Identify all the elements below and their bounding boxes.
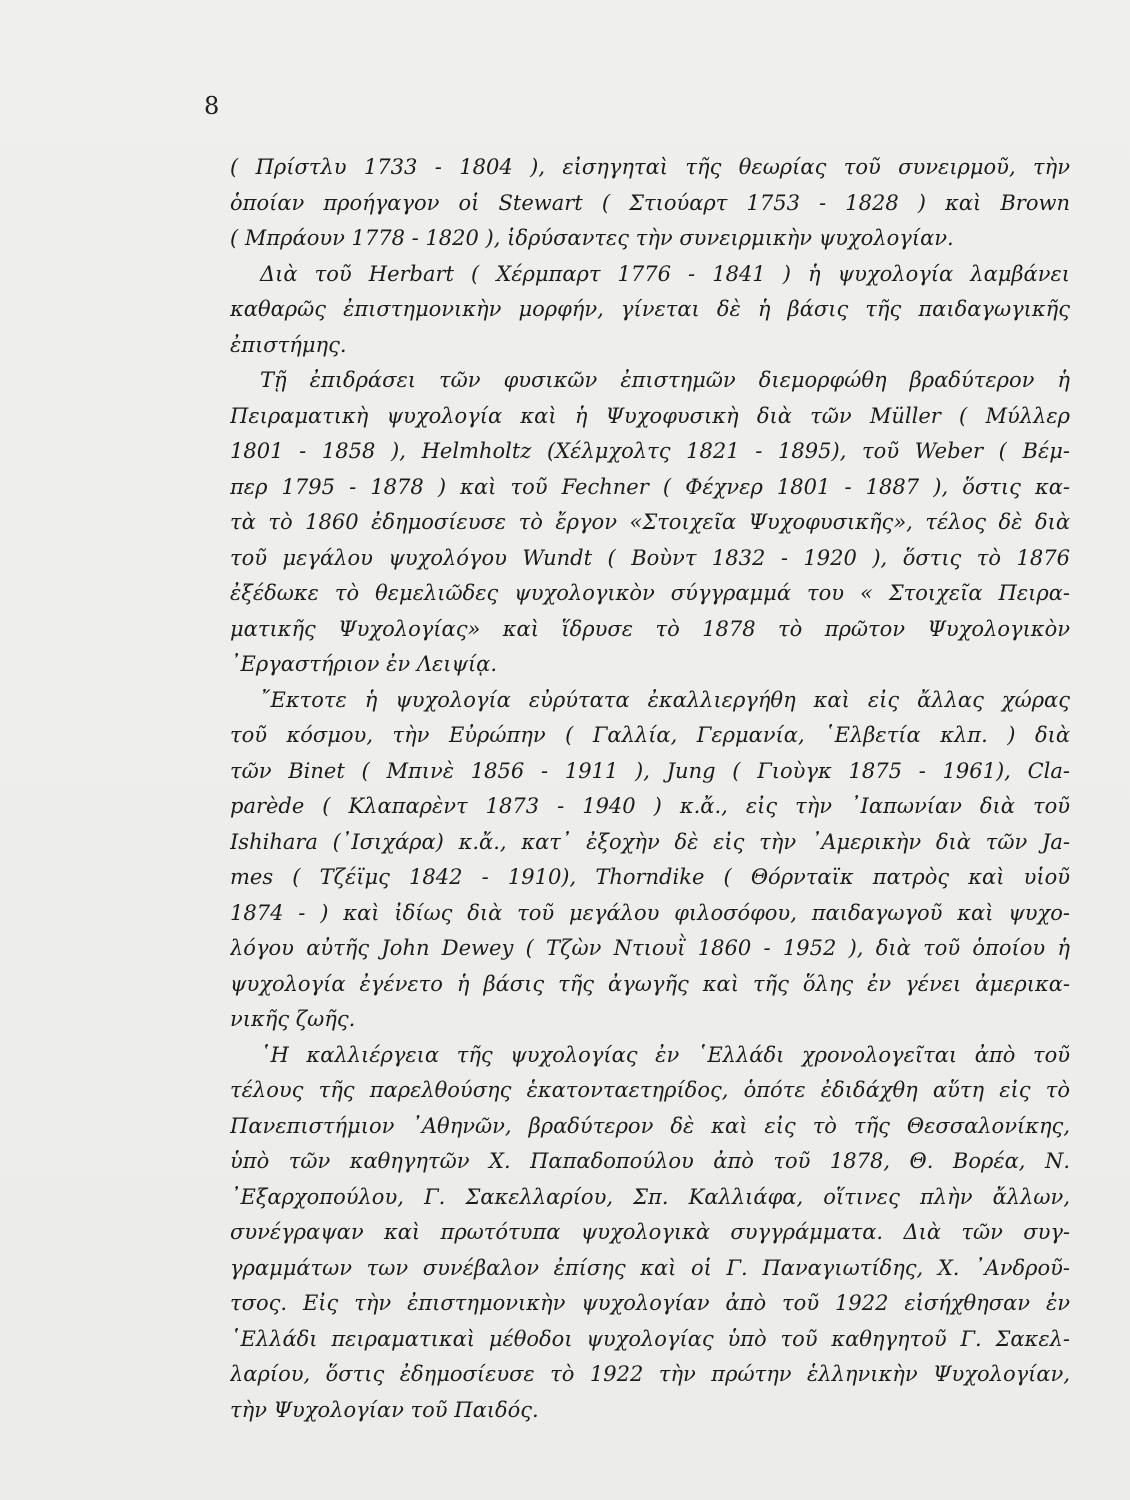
- body-text: [230, 150, 1070, 1428]
- text-line: Πανεπιστήμιον ᾿Αθηνῶν, βραδύτερον δὲ καὶ εἰς τὸ τῆς Θεσσαλονίκης,: [230, 1113, 1070, 1138]
- text-line: ( Μπράουν 1778 - 1820 ), ἱδρύσαντες τὴν συνειρμικὴν ψυχολογίαν.: [230, 226, 954, 250]
- text-line: ῎Εκτοτε ἡ ψυχολογία εὐρύτατα ἐκαλλιεργήθη καὶ εἰς ἄλλας χώρας: [260, 687, 1070, 712]
- text-line: 1874 - ) καὶ ἰδίως διὰ τοῦ μεγάλου φιλοσόφου, παιδαγωγοῦ καὶ ψυχο-: [230, 900, 1070, 925]
- text-line: ῾Ελλάδι πειραματικαὶ μέθοδοι ψυχολογίας ὑπὸ τοῦ καθηγητοῦ Γ. Σακελ-: [230, 1326, 1070, 1351]
- text-line: ( Πρίστλυ 1733 - 1804 ), εἰσηγηταὶ τῆς θεωρίας τοῦ συνειρμοῦ, τὴν: [230, 155, 1070, 179]
- text-line: τσος. Εἰς τὴν ἐπιστημονικὴν ψυχολογίαν ἀπὸ τοῦ 1922 εἰσήχθησαν ἐν: [230, 1291, 1070, 1315]
- text-line: περ 1795 - 1878 ) καὶ τοῦ Fechner ( Φέχνερ 1801 - 1887 ), ὅστις κα-: [230, 474, 1070, 499]
- text-line: συνέγραψαν καὶ πρωτότυπα ψυχολογικὰ συγγράμματα. Διὰ τῶν συγ-: [230, 1220, 1070, 1244]
- text-line: τέλους τῆς παρελθούσης ἑκατονταετηρίδος, ὁπότε ἐδιδάχθη αὕτη εἰς τὸ: [230, 1078, 1070, 1102]
- text-line: καθαρῶς ἐπιστημονικὴν μορφήν, γίνεται δὲ ἡ βάσις τῆς παιδαγωγικῆς: [230, 297, 1070, 321]
- text-line: Ishihara (᾿Ισιχάρα) κ.ἄ., κατ᾿ ἐξοχὴν δὲ εἰς τὴν ᾿Αμερικὴν διὰ τῶν Ja-: [230, 829, 1070, 854]
- text-line: ᾿Εργαστήριον ἐν Λειψίᾳ.: [230, 652, 498, 676]
- text-line: τοῦ μεγάλου ψυχολόγου Wundt ( Βοὺντ 1832 - 1920 ), ὅστις τὸ 1876: [230, 545, 1070, 570]
- text-line: λαρίου, ὅστις ἐδημοσίευσε τὸ 1922 τὴν πρώτην ἑλληνικὴν Ψυχολογίαν,: [230, 1362, 1070, 1386]
- text-line: γραμμάτων των συνέβαλον ἐπίσης καὶ οἱ Γ. Παναγιωτίδης, Χ. ᾿Ανδροῦ-: [230, 1255, 1070, 1280]
- text-line: parède ( Κλαπαρὲντ 1873 - 1940 ) κ.ἄ., εἰς τὴν ᾿Ιαπωνίαν διὰ τοῦ: [230, 794, 1070, 818]
- text-line: ῾Η καλλιέργεια τῆς ψυχολογίας ἐν ῾Ελλάδι χρονολογεῖται ἀπὸ τοῦ: [260, 1042, 1070, 1067]
- text-line: ὁποίαν προήγαγον οἱ Stewart ( Στιούαρτ 1753 - 1828 ) καὶ Brown: [230, 190, 1070, 215]
- text-line: ἐπιστήμης.: [230, 332, 347, 357]
- text-line: τῶν Binet ( Μπινὲ 1856 - 1911 ), Jung ( Γιοὺγκ 1875 - 1961), Cla-: [230, 758, 1070, 783]
- text-line: Πειραματικὴ ψυχολογία καὶ ἡ Ψυχοφυσικὴ διὰ τῶν Müller ( Μύλλερ: [230, 403, 1070, 428]
- text-line: Διὰ τοῦ Herbart ( Χέρμπαρτ 1776 - 1841 ) ἡ ψυχολογία λαμβάνει: [260, 261, 1070, 286]
- text-line: τοῦ κόσμου, τὴν Εὐρώπην ( Γαλλία, Γερμανία, ῾Ελβετία κλπ. ) διὰ: [230, 723, 1070, 747]
- text-line: ματικῆς Ψυχολογίας» καὶ ἵδρυσε τὸ 1878 τὸ πρῶτον Ψυχολογικὸν: [230, 616, 1070, 641]
- text-line: νικῆς ζωῆς.: [230, 1007, 356, 1031]
- text-line: Τῇ ἐπιδράσει τῶν φυσικῶν ἐπιστημῶν διεμορφώθη βραδύτερον ἡ: [260, 368, 1070, 392]
- text-line: ἐξέδωκε τὸ θεμελιῶδες ψυχολογικὸν σύγγραμμά του « Στοιχεῖα Πειρα-: [230, 581, 1070, 605]
- text-line: ὑπὸ τῶν καθηγητῶν Χ. Παπαδοπούλου ἀπὸ τοῦ 1878, Θ. Βορέα, Ν.: [230, 1149, 1070, 1173]
- text-line: τὰ τὸ 1860 ἐδημοσίευσε τὸ ἔργον «Στοιχεῖα Ψυχοφυσικῆς», τέλος δὲ διὰ: [230, 510, 1070, 534]
- text-line: ψυχολογία ἐγένετο ἡ βάσις τῆς ἀγωγῆς καὶ τῆς ὅλης ἐν γένει ἀμερικα-: [230, 971, 1070, 996]
- text-line: τὴν Ψυχολογίαν τοῦ Παιδός.: [230, 1397, 539, 1422]
- text-line: λόγου αὐτῆς John Dewey ( Τζὼν Ντιουῒ 1860 - 1952 ), διὰ τοῦ ὁποίου ἡ: [230, 936, 1070, 960]
- text-line: 1801 - 1858 ), Helmholtz (Χέλμχολτς 1821 - 1895), τοῦ Weber ( Βέμ-: [230, 439, 1070, 463]
- page-number: 8: [204, 92, 220, 120]
- text-line: ᾿Εξαρχοπούλου, Γ. Σακελλαρίου, Σπ. Καλλιάφα, οἵτινες πλὴν ἄλλων,: [230, 1184, 1070, 1209]
- text-line: mes ( Τζέϊμς 1842 - 1910), Thorndike ( Θόρνταϊκ πατρὸς καὶ υἱοῦ: [230, 865, 1070, 889]
